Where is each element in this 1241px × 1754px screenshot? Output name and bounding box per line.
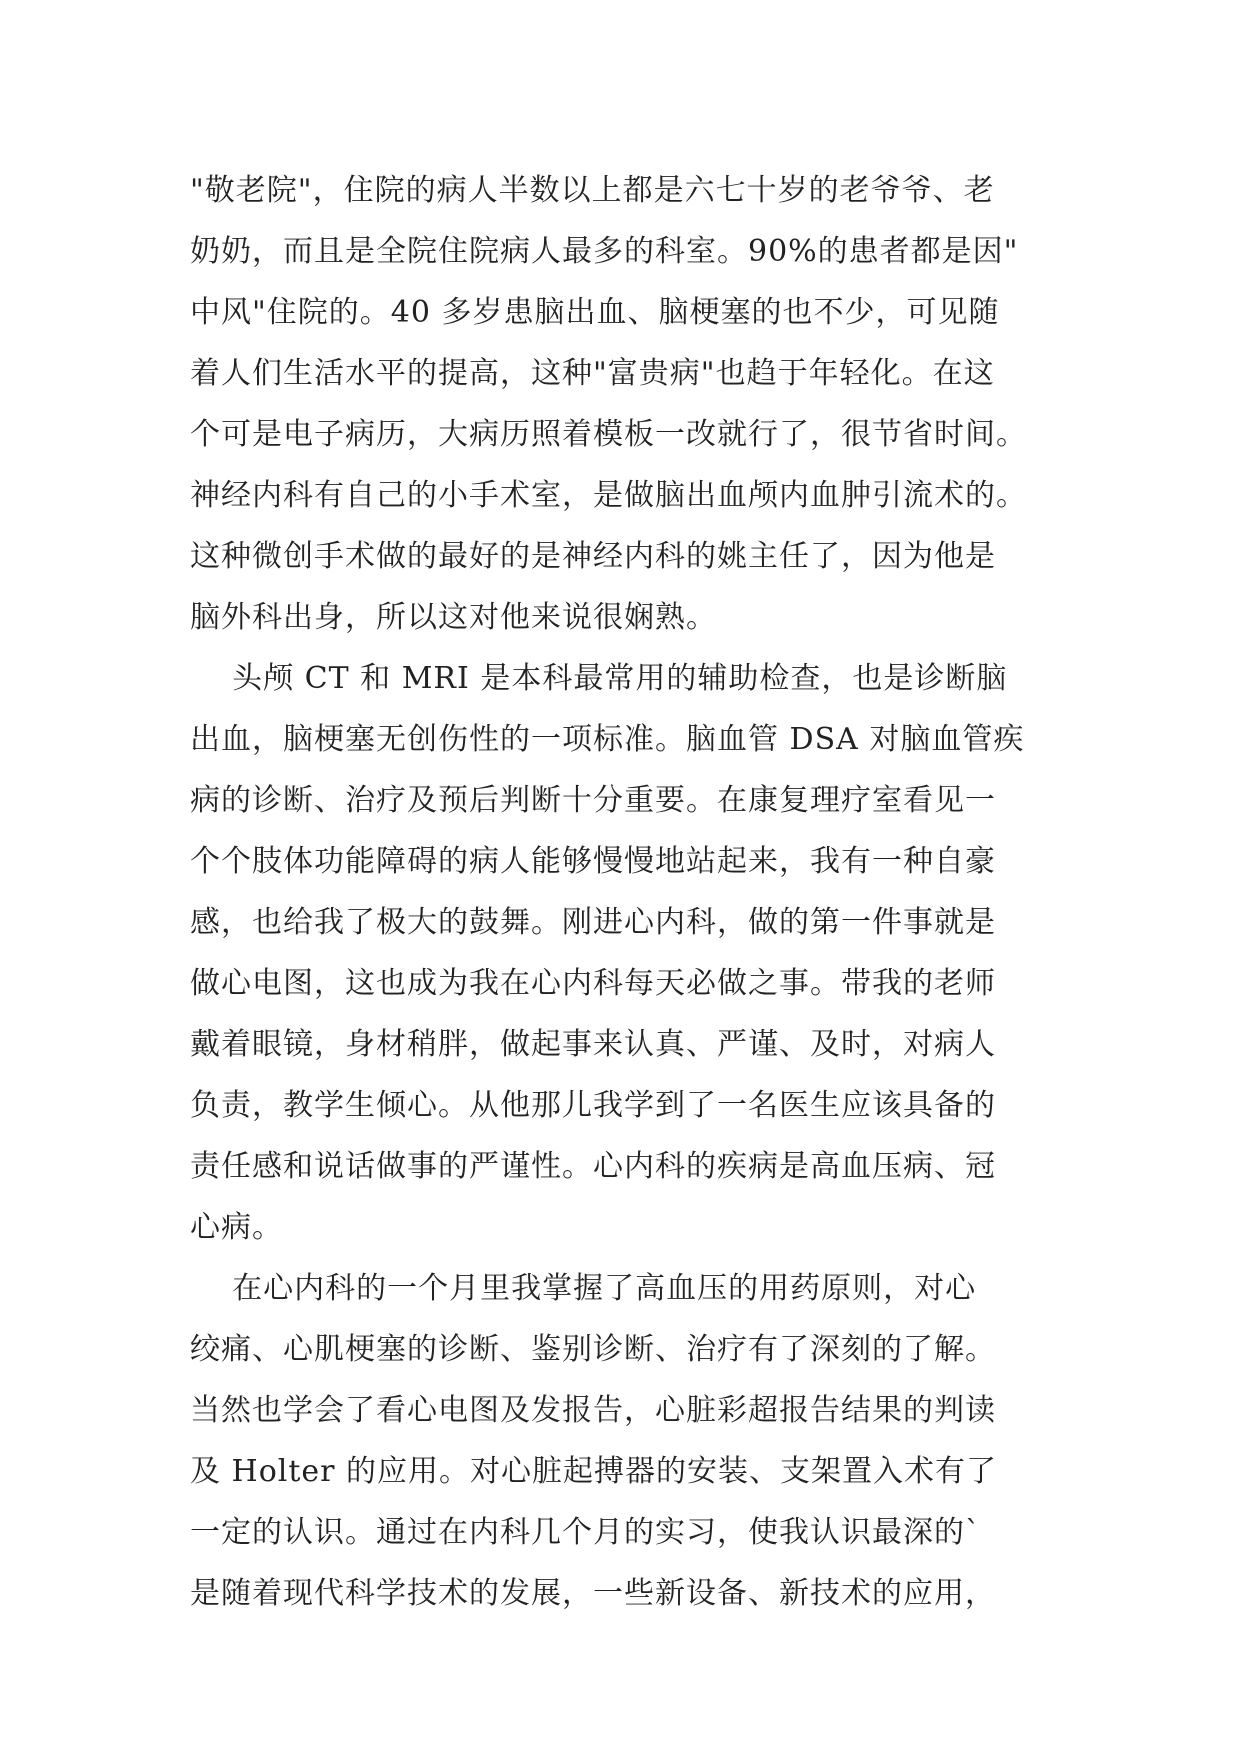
text-line: 责任感和说话做事的严谨性。心内科的疾病是高血压病、冠	[190, 1149, 996, 1184]
text-line: 着人们生活水平的提高，这种"富贵病"也趋于年轻化。在这	[190, 356, 995, 391]
text-line: 及 Holter 的应用。对心脏起搏器的安装、支架置入术有了	[190, 1454, 998, 1489]
text-line: 个个肢体功能障碍的病人能够慢慢地站起来，我有一种自豪	[190, 844, 996, 879]
text-line: 心病。	[190, 1210, 283, 1245]
text-line: 戴着眼镜，身材稍胖，做起事来认真、严谨、及时，对病人	[190, 1027, 996, 1062]
text-line: 奶奶，而且是全院住院病人最多的科室。90%的患者都是因"	[190, 234, 1019, 269]
text-line: 头颅 CT 和 MRI 是本科最常用的辅助检查，也是诊断脑	[190, 661, 1008, 696]
text-line: 脑外科出身，所以这对他来说很娴熟。	[190, 600, 717, 635]
text-line: 出血，脑梗塞无创伤性的一项标准。脑血管 DSA 对脑血管疾	[190, 722, 1025, 757]
text-line: 感，也给我了极大的鼓舞。刚进心内科，做的第一件事就是	[190, 905, 996, 940]
body-text	[190, 160, 1070, 1624]
text-line: 绞痛、心肌梗塞的诊断、鉴别诊断、治疗有了深刻的了解。	[190, 1332, 996, 1367]
text-line: "敬老院"，住院的病人半数以上都是六七十岁的老爷爷、老	[190, 173, 995, 208]
text-line: 神经内科有自己的小手术室，是做脑出血颅内血肿引流术的。	[190, 478, 1027, 513]
text-line: 这种微创手术做的最好的是神经内科的姚主任了，因为他是	[190, 539, 996, 574]
text-line: 负责，教学生倾心。从他那儿我学到了一名医生应该具备的	[190, 1088, 996, 1123]
text-line: 病的诊断、治疗及预后判断十分重要。在康复理疗室看见一	[190, 783, 996, 818]
text-line: 个可是电子病历，大病历照着模板一改就行了，很节省时间。	[190, 417, 1027, 452]
text-line: 在心内科的一个月里我掌握了高血压的用药原则，对心	[190, 1271, 977, 1306]
text-line: 当然也学会了看心电图及发报告，心脏彩超报告结果的判读	[190, 1393, 996, 1428]
text-line: 做心电图，这也成为我在心内科每天必做之事。带我的老师	[190, 966, 996, 1001]
text-line: 中风"住院的。40 多岁患脑出血、脑梗塞的也不少，可见随	[190, 295, 1000, 330]
text-line: 一定的认识。通过在内科几个月的实习，使我认识最深的`	[190, 1515, 981, 1550]
text-line: 是随着现代科学技术的发展，一些新设备、新技术的应用，	[190, 1576, 996, 1611]
